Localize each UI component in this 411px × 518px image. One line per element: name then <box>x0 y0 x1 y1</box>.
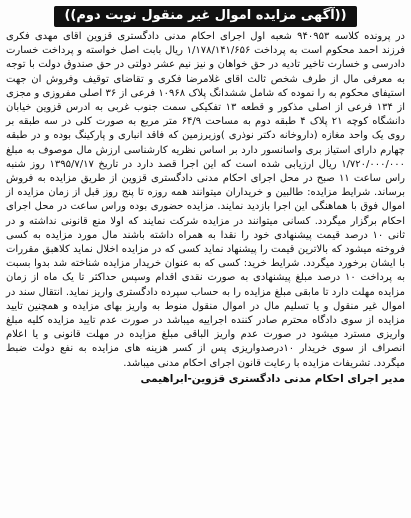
notice-title-wrap <box>6 4 405 27</box>
notice-body: در پرونده کلاسه ۹۴۰۹۵۳ شعبه اول اجرای احکام مدنی دادگستری قزوین اقای مهدی فکری فرزند احمد محکوم است به پرداخت ۱/۱۷۸/۱۴۱/۶۵۶ ریال بابت اصل خواسته و پرداخت خسارت دادرسی و خسارت تاخیر تادیه در حق خواهان و نیز نیم عشر دولتی در حق صندوق دولت با توجه به معرفی مال از طرف شخص ثالث اقای غلامرضا فکری و تقاضای توقیف وفروش ان جهت استیفای محکوم به را نموده که شامل ششدانگ پلاک ۱۰۹۶۸ فرعی از ۳۶ اصلی مفروزی و مجزی از ۱۳۴ فرعی از اصلی مذکور و قطعه ۱۳ تفکیکی سمت جنوب غربی به ادرس قزوین خیابان دانشگاه کوچه ۲۱ پلاک ۴ طبقه دوم به مساحت ۶۴/۹ متر مربع به صورت کلی در سه طبقه بر روی یک واحد مغازه (داروخانه دکتر نوذری )وزیرزمین که فاقد انباری و پارکینگ بوده و در طبقه چهارم دارای استیاز بری واسانسور دارد بر اساس نظریه کارشناسی ارزش مال موصوف به مبلغ ۱/۷۲۰/۰۰۰/۰۰۰ ریال ارزیابی شده است که این اجرا قصد دارد در تاریخ ۱۳۹۵/۷/۱۷ روز شنبه راس ساعت ۱۱ صبح در محل اجرای احکام مدنی دادگستری قزوین از طریق مزایده به فروش برساند. شرایط مزایده: طالبین و خریداران میتوانند همه روزه تا پنج روز قبل از زمان مزایده از اموال فوق با هماهنگی این اجرا بازدید نمایند. مزایده حضوری بوده وراس ساعت در محل اجرای احکام برگزار میگردد. کسانی میتوانند در مزایده شرکت نمایند که اولا منع قانونی نداشته و در ثانی ۱۰ درصد قیمت پیشنهادی خود را نقدا به همراه داشته باشند مال مورد مزایده به کسی فروخته میشود که بالاترین قیمت را پیشنهاد نماید کسی که در مزایده اخلال نماید کلاهبق مقررات با ایشان برخورد میگردد. شرایط خرید: کسی که به عنوان خریدار مزایده شناخته شد بدوا بسبت به پرداخت ۱۰ درصد مبلغ پیشنهادی به صورت نقدی اقدام وسپس حداکثر تا یک ماه از زمان مزایده مهلت دارد تا مابقی مبلغ مزایده را به حساب سپرده دادگستری واریز نماید. انتقال سند در اموال غیر منقول و یا تسلیم مال در اموال منقول منوط به واریز بهای مزایده و همچنین تایید مزایده از سوی دادگاه محترم صادر کننده اجراییه میباشد در صورت عدم تایید مزایده کلیه مبلغ واریزی مسترد میشود در صورت عدم واریز الباقی مبلغ مزایده در مهلت قانونی و یا اعلام انصراف از سوی خریدار ۱۰درصدواریزی پس از کسر هزینه های مزایده به نفع دولت ضبط میگردد. تشریفات مزایده با رعایت قانون اجرای احکام مدنی میباشد. <box>6 31 406 369</box>
notice-signature: مدیر اجرای احکام مدنی دادگستری قزوین-ابراهیمی <box>140 372 405 385</box>
notice-title: ((آگهی مزایده اموال غیر منقول نوبت دوم)) <box>54 6 356 27</box>
